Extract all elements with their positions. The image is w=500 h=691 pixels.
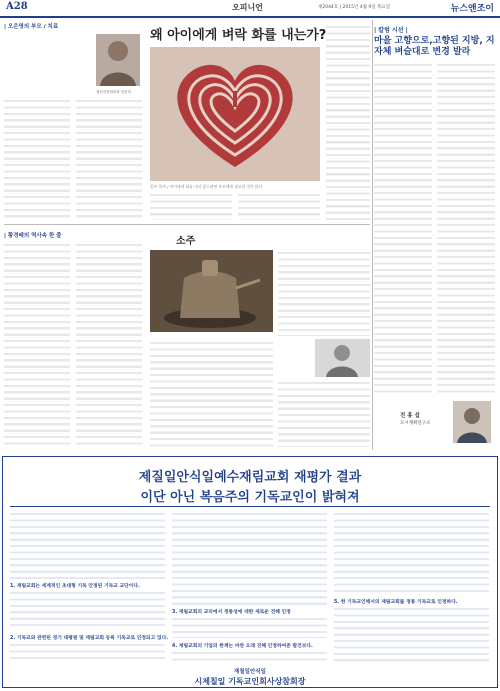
ad-heading-2: 2. 기독교와 관련된 정기 대평원 및 재림교회 등록 기독교로 인정되고 있다.	[10, 636, 169, 641]
ad-text-5	[10, 642, 165, 662]
opinion-label: | 칼럼 시선 |	[374, 27, 408, 34]
soju-text-3	[278, 380, 370, 447]
ad-title-line-2: 이단 아닌 복음주의 기독교인이 밝혀져	[140, 490, 360, 505]
history-column-kicker: | 황경배의 역사속 한 줄	[4, 233, 62, 239]
section-divider	[4, 224, 370, 225]
opinion-author-photo	[453, 401, 491, 443]
issue-info: 제2044호 | 2015년 4월 9일 목요일	[318, 5, 391, 10]
opinion-author	[400, 413, 430, 427]
ad-title-line-1: 제질일안식일예수재림교회 재평가 결과	[138, 470, 362, 485]
left-column-text-2	[76, 98, 142, 218]
ad-sponsor-name: 시제칠일 기독교인회사상참회장	[194, 677, 306, 686]
ad-sponsor-line: 재칠일안식일	[234, 669, 266, 675]
main-image-caption: 일부 육아 / 아이에게 화를 내지 않으려면 부모에게 필요한 것은 많다	[150, 184, 263, 189]
soju-article-title: 소주	[176, 236, 196, 247]
column-divider	[372, 20, 373, 450]
heart-maze-image	[150, 47, 320, 181]
left-column-kicker: | 오은영의 부모 / 치료	[4, 24, 59, 30]
ad-text-2	[172, 511, 327, 605]
ad-heading-1: 1. 재림교회는 세계적인 초대형 기독 안정된 기독교 교단이다.	[10, 584, 140, 589]
main-article-text-1	[150, 192, 232, 220]
author-role: 도시계획연구소	[400, 421, 431, 426]
soju-still-image	[150, 250, 273, 332]
ad-text-3	[334, 511, 489, 595]
author-portrait	[96, 34, 140, 86]
person-icon	[315, 339, 370, 377]
ad-text-7	[172, 650, 327, 662]
ad-title-divider	[10, 506, 490, 507]
ad-text-4	[10, 590, 165, 630]
soju-text-1	[150, 340, 273, 447]
main-article-text-2	[238, 192, 320, 220]
ad-text-6	[172, 616, 327, 638]
person-icon	[96, 34, 140, 86]
soju-author-photo	[315, 339, 370, 377]
ad-heading-4: 4. 재림교회의 기업의 한계는 마찬 오래 진해 인정하여준 발견보다.	[172, 644, 313, 649]
page-number: A28	[6, 1, 28, 12]
main-article-title: 왜 아이에게 벼락 화를 내는가?	[150, 28, 327, 43]
history-text-2	[76, 242, 142, 447]
opinion-title: 마을 고향으로,고향된 지방, 지자체 벼슬대로 변경 발라	[374, 36, 495, 57]
opinion-text-1	[374, 62, 432, 397]
soju-text-2	[278, 250, 370, 336]
heart-maze-icon	[150, 47, 320, 181]
soju-still-icon	[150, 250, 273, 332]
ad-heading-5: 5. 한 기독교인께서의 재림교회를 정통 기독교로 인정하다.	[334, 600, 458, 605]
section-name: 오피니언	[232, 3, 263, 12]
author-byline: 정신건강의학과 전문의	[96, 90, 131, 94]
left-column-text-1	[4, 98, 70, 218]
ad-heading-3: 3. 재림교회의 교리에서 정통성에 대한 새로운 견해 인정	[172, 610, 291, 615]
person-icon	[453, 401, 491, 443]
opinion-text-2	[437, 62, 495, 397]
masthead-logo: 뉴스앤조이	[450, 4, 494, 14]
ad-text-1	[10, 511, 165, 579]
history-text-1	[4, 242, 70, 447]
author-name: 전 홍 섭	[400, 413, 420, 419]
ad-text-8	[334, 606, 489, 662]
main-article-text-3	[326, 24, 370, 220]
